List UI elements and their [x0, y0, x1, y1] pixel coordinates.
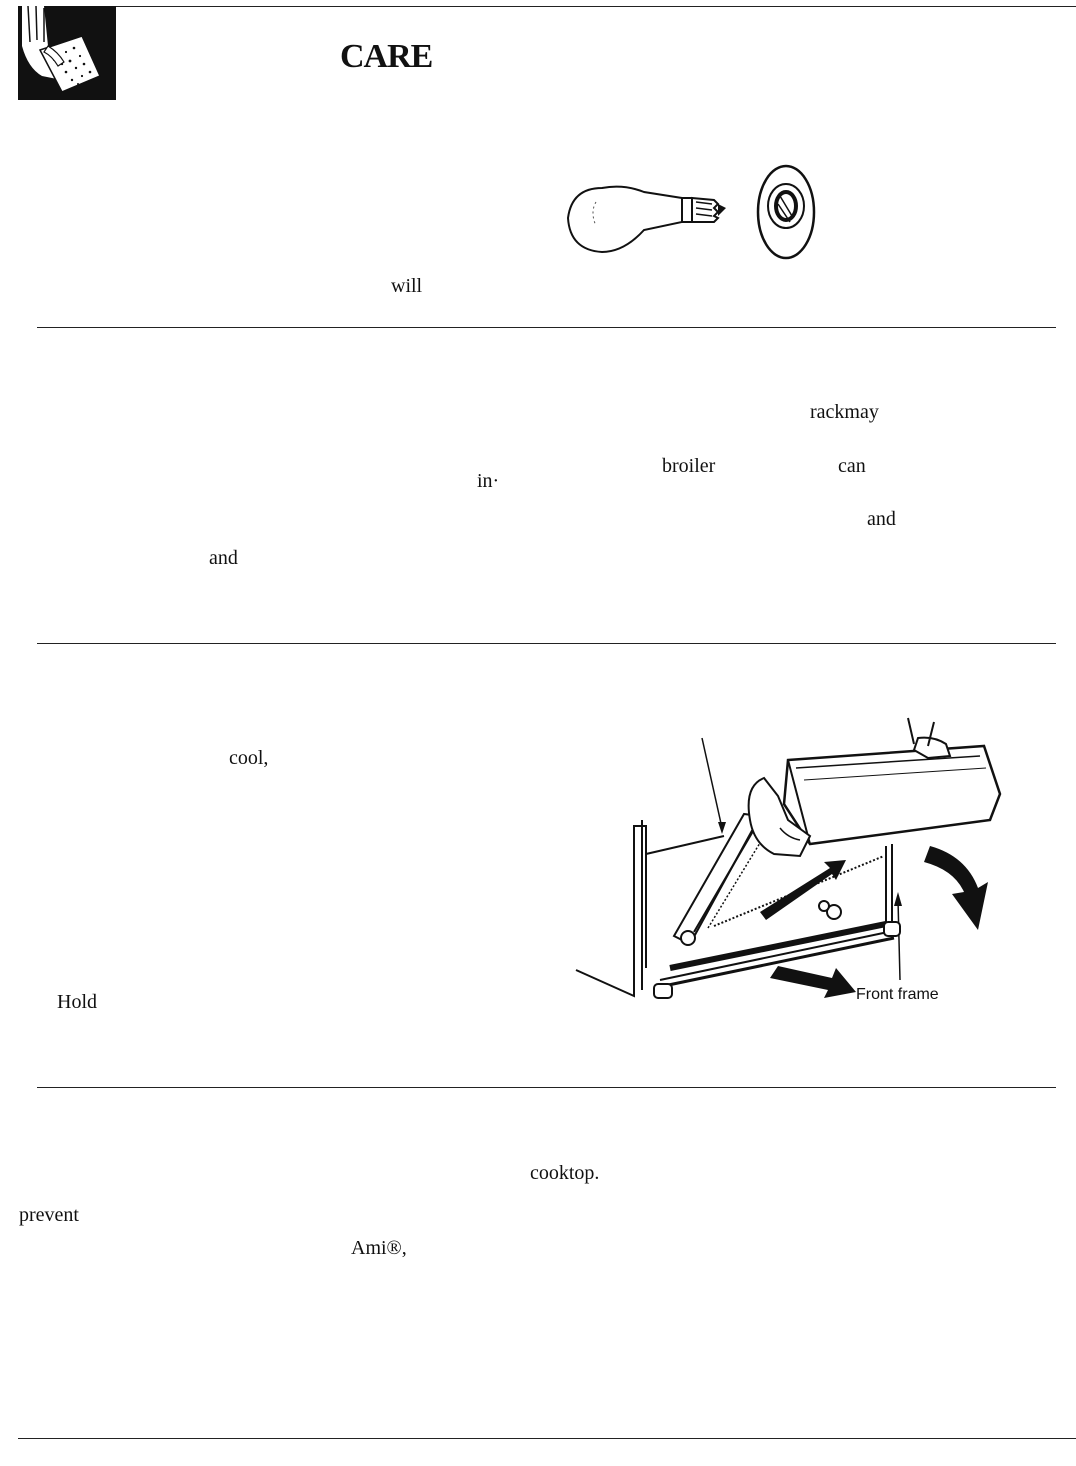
top-border [18, 6, 1076, 7]
section-divider [37, 643, 1056, 644]
hand-sponge-icon [18, 6, 116, 100]
text-fragment-hold: Hold [57, 991, 97, 1013]
section-divider [37, 1087, 1056, 1088]
text-fragment-prevent: prevent [19, 1204, 79, 1226]
text-fragment-will: will [391, 275, 423, 297]
text-fragment-rackmay: rackmay [810, 401, 879, 423]
section-divider [37, 327, 1056, 328]
page-title: CARE [340, 38, 433, 75]
bottom-border [18, 1438, 1076, 1439]
text-fragment-in: in· [477, 470, 500, 492]
text-fragment-ami: Ami®, [351, 1237, 407, 1259]
text-fragment-and: and [867, 508, 896, 530]
text-fragment-cooktop: cooktop. [530, 1162, 600, 1184]
text-fragment-and: and [209, 547, 238, 569]
text-fragment-can: can [838, 455, 866, 477]
bulb-socket-icon [750, 160, 820, 269]
text-fragment-broiler: broiler [662, 455, 716, 477]
drawer-removal-illustration [574, 716, 1004, 1016]
text-fragment-cool: cool, [229, 747, 269, 769]
light-bulb-icon [562, 168, 732, 273]
front-frame-label: Front frame [856, 986, 939, 1003]
